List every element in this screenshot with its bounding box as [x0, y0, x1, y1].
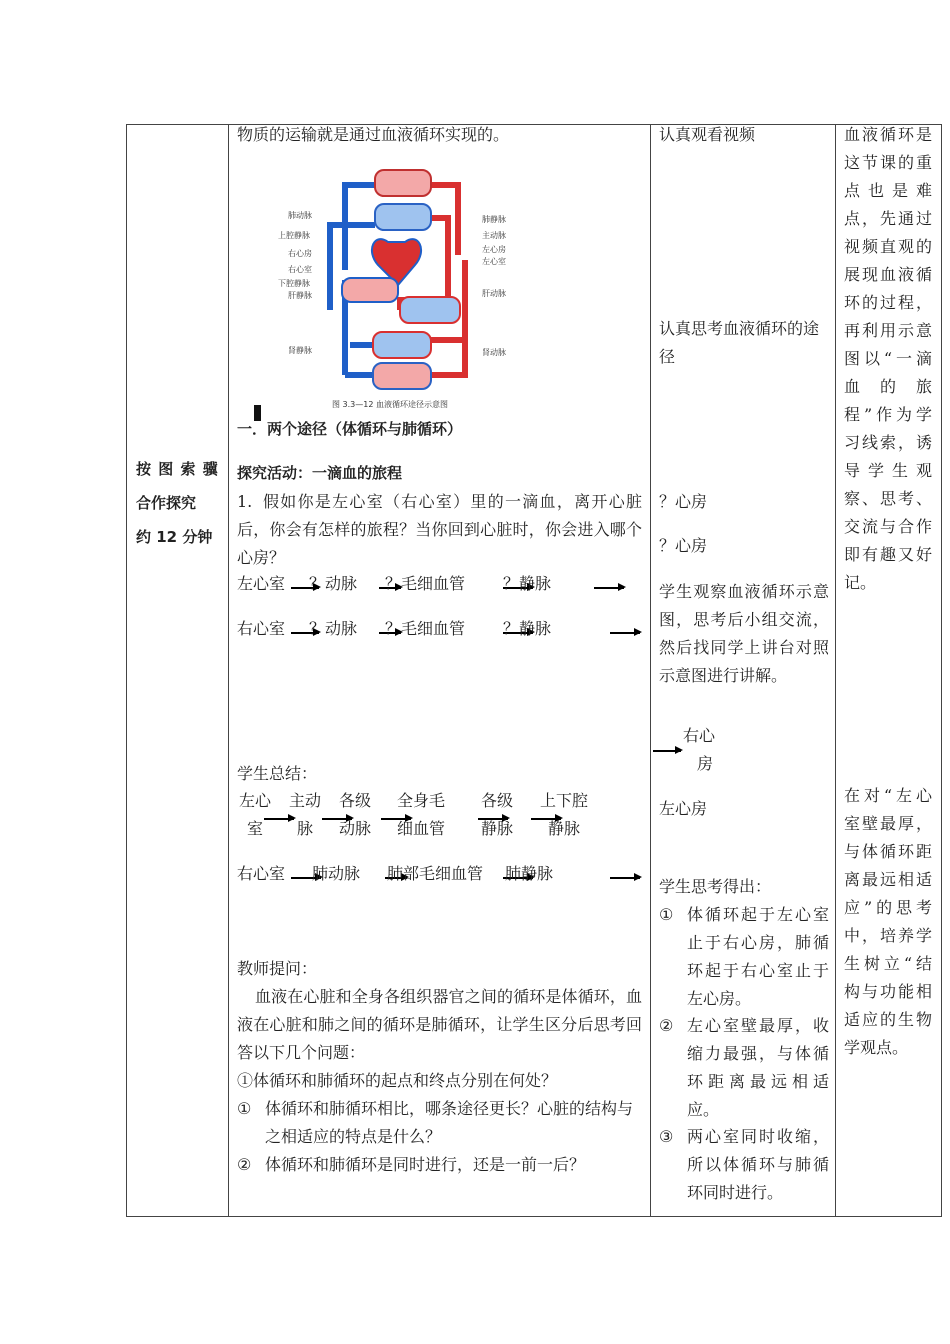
right-atrium-label: 房 — [697, 754, 714, 773]
summary-node: 上下腔 静脉 — [539, 791, 588, 838]
question-text: 假如你是左心室（右心室）里的一滴血，离开心脏后，你会有怎样的旅程？当你回到心脏时，你会进入哪个心房？ — [237, 492, 642, 567]
conclusion-item: ② 左心室壁最厚，收缩力最强，与体循环距离最远相适应。 — [659, 1016, 829, 1119]
design-note: 在对“左心室壁最厚，与体循环距离最远相适应”的思考中，培养学生树立“结构与功能相适应的生物学观点。 — [844, 786, 932, 1057]
activity-heading: 探究活动：一滴血的旅程 — [237, 464, 403, 482]
student-conclude-label: 学生思考得出： — [659, 877, 772, 896]
flow2-step: ？静脉 — [503, 619, 552, 638]
column-divider — [228, 125, 229, 1216]
student-observe: 学生观察血液循环示意图，思考后小组交流，然后找同学上讲台对照示意图进行讲解。 — [659, 582, 829, 685]
summary-node: 全身毛 细血管 — [396, 791, 445, 838]
teacher-label: 教师提问： — [237, 959, 318, 978]
diagram-label-right: 肺静脉 — [482, 215, 506, 224]
diagram-label-left: 肺动脉 — [288, 211, 312, 220]
flow1-step: ？动脉 — [309, 574, 358, 593]
capillary-kidney — [373, 332, 431, 358]
pulm-step: 肺动脉 — [312, 864, 361, 883]
student-answer: ？心房 — [659, 492, 708, 511]
pulm-step: 肺部毛细血管 — [387, 864, 484, 883]
stage-title: 按 图 索 骥 — [136, 460, 219, 478]
flow1-step: ？静脉 — [503, 574, 552, 593]
pulm-start: 右心室 — [237, 864, 286, 883]
design-note: 血液循环是这节课的重点也是难点，先通过视频直观的展现血液循环的过程，再利用示意图以“一滴血的旅程”作为学习线索，诱导学生观察、思考、交流与合作即有趣又好记。 — [844, 125, 932, 592]
question-item: ①体循环和肺循环的起点和终点分别在何处？ — [237, 1071, 558, 1090]
diagram-label-right: 肝动脉 — [482, 289, 506, 298]
diagram-label-right: 左心室 — [482, 257, 506, 266]
pulm-step: 肺静脉 — [505, 864, 554, 883]
summary-label: 学生总结： — [237, 764, 318, 783]
capillary-liver — [342, 278, 398, 302]
summary-node: 各级 动脉 — [338, 791, 371, 838]
teacher-question: 血液在心脏和全身各组织器官之间的循环是体循环，血液在心脏和肺之间的循环是肺循环，让学生区分后思考回答以下几个问题： — [237, 987, 642, 1062]
conclusion-item: ③ 两心室同时收缩，所以体循环与肺循环同时进行。 — [659, 1127, 829, 1202]
arrow-icon — [653, 750, 681, 752]
left-atrium-label: 左心房 — [659, 799, 708, 818]
stage-duration: 约 12 分钟 — [136, 528, 213, 546]
diagram-label-left: 肾静脉 — [288, 346, 312, 355]
capillary-gut — [400, 297, 460, 323]
circulation-diagram — [270, 160, 520, 410]
diagram-label-right: 肾动脉 — [482, 348, 506, 357]
capillary-legs — [373, 363, 431, 389]
conclusion-item: ① 体循环起于左心室止于右心房，肺循环起于右心室止于左心房。 — [659, 905, 829, 1008]
question-item: ② 体循环和肺循环是同时进行，还是一前一后？ — [237, 1155, 586, 1174]
diagram-label-left: 下腔静脉 — [278, 279, 310, 288]
capillary-head — [375, 170, 431, 196]
student-answer: ？心房 — [659, 536, 708, 555]
diagram-label-left: 右心房 — [288, 249, 312, 258]
diagram-label-left: 右心室 — [288, 265, 312, 274]
flow1-start: 左心室 — [237, 574, 286, 593]
stage-subtitle: 合作探究 — [136, 494, 197, 512]
right-atrium-label: 右心 — [683, 726, 716, 745]
stage-cell — [136, 452, 222, 554]
question-item: ① 体循环和肺循环相比，哪条途径更长？心脏的结构与之相适应的特点是什么？ — [237, 1099, 634, 1146]
flow1-step: ？毛细血管 — [385, 574, 466, 593]
flow2-step: ？毛细血管 — [385, 619, 466, 638]
diagram-label-left: 上腔静脉 — [278, 231, 310, 240]
student-think: 认真思考血液循环的途径 — [659, 319, 820, 366]
arrow-icon — [610, 877, 640, 879]
question-number: 1. — [237, 492, 253, 511]
flow2-start: 右心室 — [237, 619, 286, 638]
column-divider — [650, 125, 651, 1216]
capillary-lungs — [375, 204, 431, 230]
diagram-label-right: 主动脉 — [482, 231, 506, 240]
intro-text: 物质的运输就是通过血液循环实现的。 — [237, 125, 510, 144]
flow2-step: ？动脉 — [309, 619, 358, 638]
arrow-icon — [594, 587, 624, 589]
section-heading: 一．两个途径（体循环与肺循环） — [237, 420, 463, 438]
diagram-label-right: 左心房 — [482, 245, 506, 254]
column-divider — [835, 125, 836, 1216]
summary-node: 左心 室 — [238, 791, 271, 838]
student-watch: 认真观看视频 — [659, 125, 756, 144]
diagram-label-left: 肝静脉 — [288, 291, 312, 300]
diagram-caption: 图 3.3—12 血液循环途径示意图 — [332, 400, 448, 409]
summary-node: 主动 脉 — [288, 791, 321, 838]
arrow-icon — [610, 632, 640, 634]
summary-node: 各级 静脉 — [480, 791, 513, 838]
